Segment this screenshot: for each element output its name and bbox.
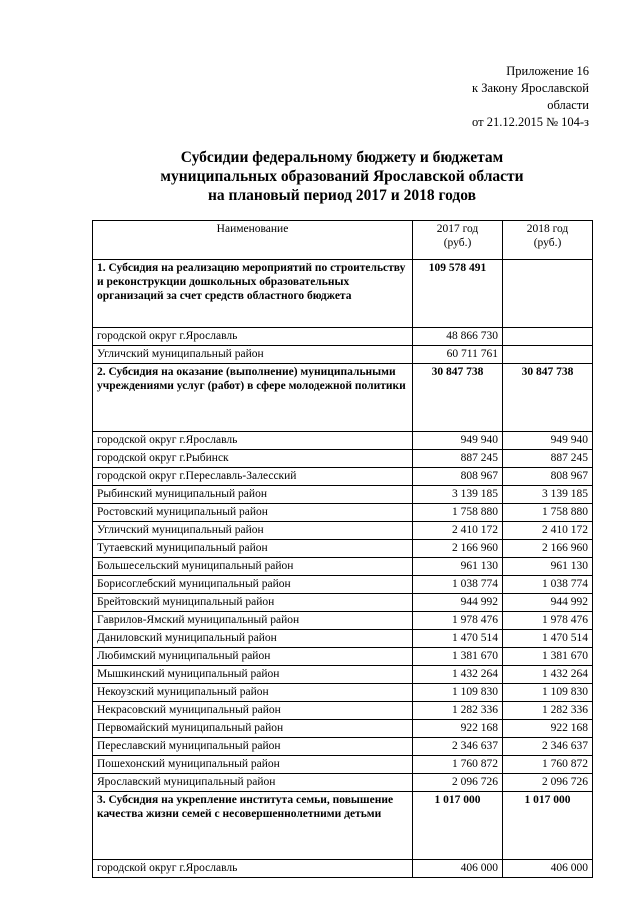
row-value-2017: 48 866 730 bbox=[413, 328, 503, 346]
row-value-2018: 3 139 185 bbox=[503, 486, 593, 504]
table-row bbox=[93, 720, 593, 738]
row-value-2018: 922 168 bbox=[503, 720, 593, 738]
appendix-line: к Закону Ярославской bbox=[472, 81, 589, 95]
row-value-2017: 2 096 726 bbox=[413, 774, 503, 792]
header-2018 bbox=[503, 221, 593, 260]
table-row bbox=[93, 594, 593, 612]
row-value-2018: 961 130 bbox=[503, 558, 593, 576]
row-name: Мышкинский муниципальный район bbox=[93, 666, 413, 684]
row-value-2018: 1 381 670 bbox=[503, 648, 593, 666]
row-value-2017: 1 470 514 bbox=[413, 630, 503, 648]
header-2018-label: 2018 год bbox=[526, 223, 569, 235]
header-2017-unit: (руб.) bbox=[443, 237, 472, 249]
row-value-2018: 1 470 514 bbox=[503, 630, 593, 648]
row-value-2017: 1 758 880 bbox=[413, 504, 503, 522]
title-line: муниципальных образований Ярославской области bbox=[160, 168, 524, 185]
row-value-2018: 1 282 336 bbox=[503, 702, 593, 720]
row-value-2018: 1 038 774 bbox=[503, 576, 593, 594]
row-name: Тутаевский муниципальный район bbox=[93, 540, 413, 558]
row-name: Ростовский муниципальный район bbox=[93, 504, 413, 522]
header-2018-unit: (руб.) bbox=[533, 237, 562, 249]
row-value-2018: 2 346 637 bbox=[503, 738, 593, 756]
row-value-2018: 944 992 bbox=[503, 594, 593, 612]
appendix-line: от 21.12.2015 № 104-з bbox=[472, 115, 589, 129]
section-title: 2. Субсидия на оказание (выполнение) муниципальными учреждениями услуг (работ) в сфере молодежной политики bbox=[93, 364, 413, 432]
table-row bbox=[93, 522, 593, 540]
row-name: городской округ г.Ярославль bbox=[93, 328, 413, 346]
appendix-line: области bbox=[547, 98, 589, 112]
row-name: городской округ г.Ярославль bbox=[93, 432, 413, 450]
row-value-2017: 1 109 830 bbox=[413, 684, 503, 702]
table-row bbox=[93, 432, 593, 450]
row-name: Угличский муниципальный район bbox=[93, 522, 413, 540]
row-name: Любимский муниципальный район bbox=[93, 648, 413, 666]
row-value-2017: 922 168 bbox=[413, 720, 503, 738]
table-row bbox=[93, 558, 593, 576]
table-row bbox=[93, 860, 593, 878]
row-value-2017: 961 130 bbox=[413, 558, 503, 576]
row-name: Некрасовский муниципальный район bbox=[93, 702, 413, 720]
row-name: Рыбинский муниципальный район bbox=[93, 486, 413, 504]
section-total-2018 bbox=[503, 260, 593, 328]
subsidies-table bbox=[92, 220, 593, 878]
document-title bbox=[92, 148, 592, 205]
section-total-2017: 1 017 000 bbox=[413, 792, 503, 860]
row-value-2017: 3 139 185 bbox=[413, 486, 503, 504]
row-value-2017: 2 166 960 bbox=[413, 540, 503, 558]
row-value-2017: 1 432 264 bbox=[413, 666, 503, 684]
row-value-2017: 1 038 774 bbox=[413, 576, 503, 594]
row-name: Переславский муниципальный район bbox=[93, 738, 413, 756]
table-row bbox=[93, 504, 593, 522]
row-name: Большесельский муниципальный район bbox=[93, 558, 413, 576]
table-row bbox=[93, 666, 593, 684]
table-row bbox=[93, 774, 593, 792]
row-value-2018: 1 109 830 bbox=[503, 684, 593, 702]
row-name: Борисоглебский муниципальный район bbox=[93, 576, 413, 594]
section-total-2017: 30 847 738 bbox=[413, 364, 503, 432]
row-value-2017: 887 245 bbox=[413, 450, 503, 468]
table-row bbox=[93, 468, 593, 486]
header-2017 bbox=[413, 221, 503, 260]
row-name: Даниловский муниципальный район bbox=[93, 630, 413, 648]
row-name: Ярославский муниципальный район bbox=[93, 774, 413, 792]
section-title: 3. Субсидия на укрепление института семьи, повышение качества жизни семей с несовершеннолетними детьми bbox=[93, 792, 413, 860]
table-row bbox=[93, 328, 593, 346]
row-name: Некоузский муниципальный район bbox=[93, 684, 413, 702]
row-value-2018: 2 096 726 bbox=[503, 774, 593, 792]
table-row bbox=[93, 648, 593, 666]
table-row bbox=[93, 576, 593, 594]
row-name: городской округ г.Ярославль bbox=[93, 860, 413, 878]
title-line: на плановый период 2017 и 2018 годов bbox=[208, 187, 476, 204]
row-value-2017: 1 282 336 bbox=[413, 702, 503, 720]
table-row bbox=[93, 450, 593, 468]
row-value-2017: 1 381 670 bbox=[413, 648, 503, 666]
row-value-2018: 1 978 476 bbox=[503, 612, 593, 630]
row-value-2018: 1 760 872 bbox=[503, 756, 593, 774]
row-value-2017: 2 346 637 bbox=[413, 738, 503, 756]
row-value-2018: 808 967 bbox=[503, 468, 593, 486]
table-row bbox=[93, 540, 593, 558]
row-value-2018 bbox=[503, 328, 593, 346]
row-value-2017: 2 410 172 bbox=[413, 522, 503, 540]
row-value-2018: 2 166 960 bbox=[503, 540, 593, 558]
table-row bbox=[93, 346, 593, 364]
table-row bbox=[93, 630, 593, 648]
row-value-2017: 949 940 bbox=[413, 432, 503, 450]
row-value-2018 bbox=[503, 346, 593, 364]
row-value-2018: 949 940 bbox=[503, 432, 593, 450]
table-row bbox=[93, 756, 593, 774]
table-row bbox=[93, 684, 593, 702]
row-name: Брейтовский муниципальный район bbox=[93, 594, 413, 612]
row-name: Первомайский муниципальный район bbox=[93, 720, 413, 738]
row-name: городской округ г.Рыбинск bbox=[93, 450, 413, 468]
section-row bbox=[93, 260, 593, 328]
row-value-2018: 887 245 bbox=[503, 450, 593, 468]
section-row bbox=[93, 792, 593, 860]
row-value-2018: 406 000 bbox=[503, 860, 593, 878]
section-total-2018: 1 017 000 bbox=[503, 792, 593, 860]
table-row bbox=[93, 612, 593, 630]
header-2017-label: 2017 год bbox=[436, 223, 479, 235]
header-name: Наименование bbox=[93, 221, 413, 260]
title-line: Субсидии федеральному бюджету и бюджетам bbox=[180, 149, 504, 166]
row-value-2018: 2 410 172 bbox=[503, 522, 593, 540]
section-total-2017: 109 578 491 bbox=[413, 260, 503, 328]
table-body bbox=[93, 260, 593, 878]
row-value-2018: 1 758 880 bbox=[503, 504, 593, 522]
row-name: городской округ г.Переславль-Залесский bbox=[93, 468, 413, 486]
appendix-line: Приложение 16 bbox=[506, 64, 589, 78]
appendix-note bbox=[369, 63, 589, 131]
table-row bbox=[93, 702, 593, 720]
row-value-2017: 1 978 476 bbox=[413, 612, 503, 630]
row-value-2017: 406 000 bbox=[413, 860, 503, 878]
row-name: Угличский муниципальный район bbox=[93, 346, 413, 364]
row-value-2017: 808 967 bbox=[413, 468, 503, 486]
section-title: 1. Субсидия на реализацию мероприятий по строительству и реконструкции дошкольных образовательных организаций за счет средств областного бюджета bbox=[93, 260, 413, 328]
table-row bbox=[93, 486, 593, 504]
row-value-2018: 1 432 264 bbox=[503, 666, 593, 684]
row-name: Гаврилов-Ямский муниципальный район bbox=[93, 612, 413, 630]
table-header-row bbox=[93, 221, 593, 260]
row-value-2017: 60 711 761 bbox=[413, 346, 503, 364]
section-row bbox=[93, 364, 593, 432]
row-value-2017: 944 992 bbox=[413, 594, 503, 612]
row-name: Пошехонский муниципальный район bbox=[93, 756, 413, 774]
row-value-2017: 1 760 872 bbox=[413, 756, 503, 774]
section-total-2018: 30 847 738 bbox=[503, 364, 593, 432]
table-row bbox=[93, 738, 593, 756]
